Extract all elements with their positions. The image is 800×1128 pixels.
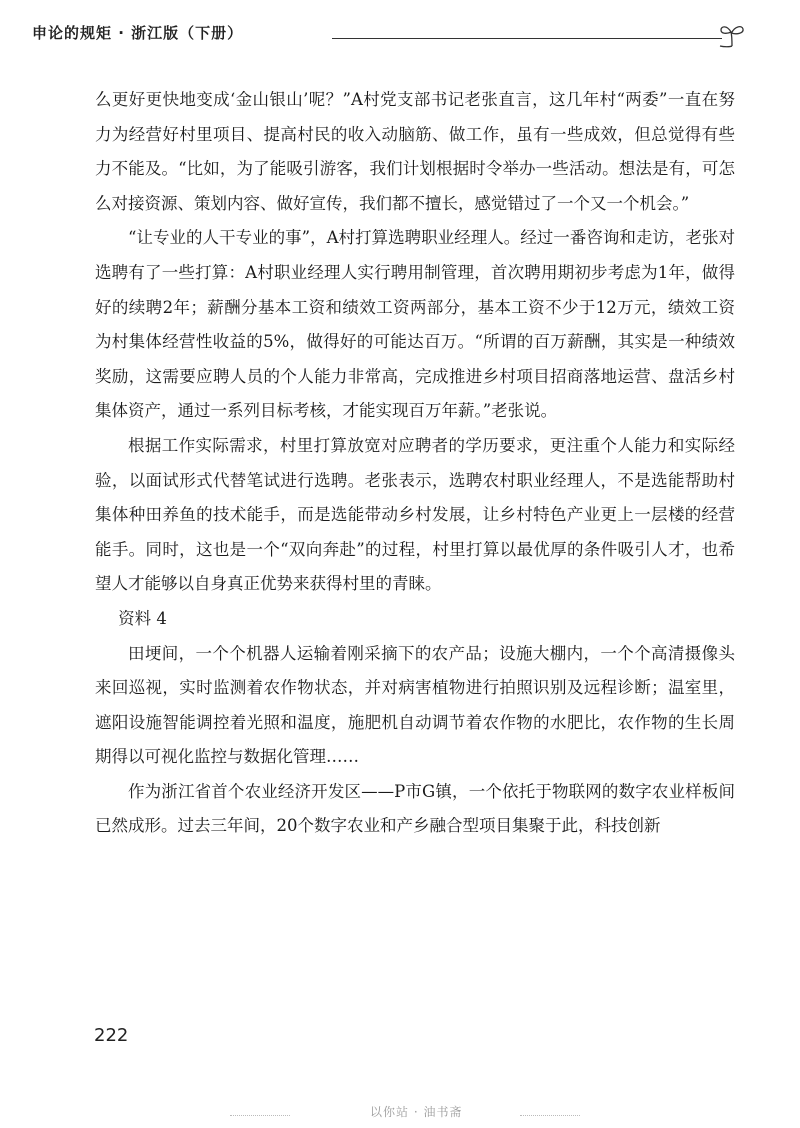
watermark — [0, 1101, 800, 1125]
header-rule — [332, 38, 722, 39]
watermark-text: 以你站 · 油书斋 — [370, 1105, 463, 1119]
watermark-dots-right — [520, 1115, 580, 1116]
paragraph: 根据工作实际需求，村里打算放宽对应聘者的学历要求，更注重个人能力和实际经验，以面试形式代替笔试进行选聘。老张表示，选聘农村职业经理人，不是选能帮助村集体种田养鱼的技术能手，而是选能带动乡村发展，让乡村特色产业更上一层楼的经营能手。同时，这也是一个“双向奔赴”的过程，村里打算以最优厚的条件吸引人才，也希望人才能够以自身真正优势来获得村里的青睐。 — [95, 435, 735, 594]
watermark-dots-left — [230, 1115, 290, 1116]
paragraph: 么更好更快地变成‘金山银山’呢？”A村党支部书记老张直言，这几年村“两委”一直在努力为经营好村里项目、提高村民的收入动脑筋、做工作，虽有一些成效，但总觉得有些力不能及。“比如，为了能吸引游客，我们计划根据时令举办一些活动。想法是有，可怎么对接资源、策划内容、做好宣传，我们都不擅长，感觉错过了一个又一个机会。” — [95, 90, 735, 213]
paragraph: 作为浙江省首个农业经济开发区——P市G镇，一个依托于物联网的数字农业样板间已然成形。过去三年间，20个数字农业和产乡融合型项目集聚于此，科技创新 — [95, 781, 735, 836]
sprout-icon — [718, 20, 746, 48]
book-title: 申论的规矩 · 浙江版（下册） — [32, 24, 244, 42]
paragraph: “让专业的人干专业的事”，A村打算选聘职业经理人。经过一番咨询和走访，老张对选聘有了一些打算：A村职业经理人实行聘用制管理，首次聘用期初步考虑为1年，做得好的续聘2年；薪酬分基本工资和绩效工资两部分，基本工资不少于12万元，绩效工资为村集体经营性收益的5%，做得好的可能达百万。“所谓的百万薪酬，其实是一种绩效奖励，这需要应聘人员的个人能力非常高，完成推进乡村项目招商落地运营、盘活乡村集体资产，通过一系列目标考核，才能实现百万年薪。”老张说。 — [95, 228, 735, 421]
running-header — [32, 20, 732, 48]
section-label: 资料 4 — [118, 608, 167, 628]
body-text — [95, 83, 735, 844]
page-number: 222 — [94, 1025, 129, 1046]
paragraph: 田埂间，一个个机器人运输着刚采摘下的农产品；设施大棚内，一个个高清摄像头来回巡视，实时监测着农作物状态，并对病害植物进行拍照识别及远程诊断；温室里，遮阳设施智能调控着光照和温度，施肥机自动调节着农作物的水肥比，农作物的生长周期得以可视化监控与数据化管理…… — [95, 643, 735, 767]
